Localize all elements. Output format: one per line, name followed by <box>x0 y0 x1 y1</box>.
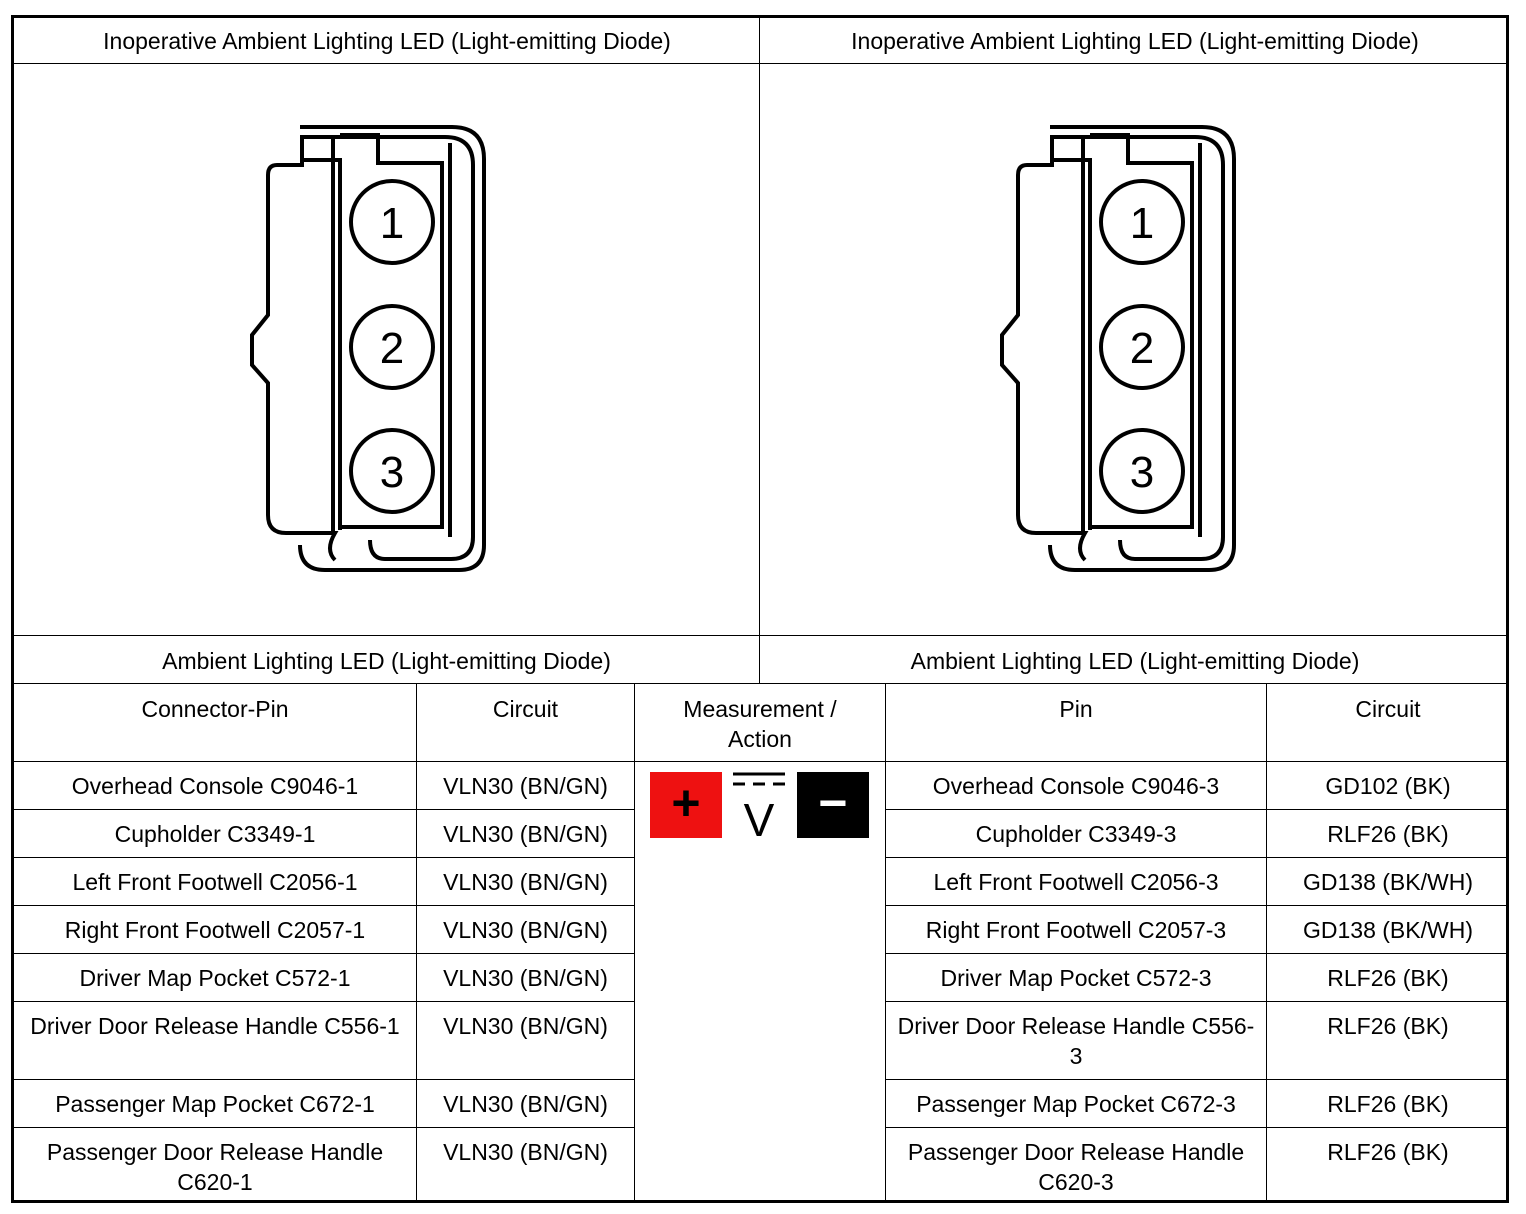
volt-icon: V <box>743 794 775 842</box>
left-circuit: VLN30 (BN/GN) <box>443 1091 608 1117</box>
right-circuit: GD102 (BK) <box>1325 773 1451 799</box>
top-header-left: Inoperative Ambient Lighting LED (Light-emitting Diode) <box>103 28 671 54</box>
right-circuit: RLF26 (BK) <box>1327 965 1449 991</box>
left-connector-pin: Left Front Footwell C2056-1 <box>72 869 358 895</box>
col-header-circuit: Circuit <box>1355 696 1421 722</box>
left-connector-pin: Driver Map Pocket C572-1 <box>79 965 351 991</box>
right-pin: Right Front Footwell C2057-3 <box>925 917 1227 943</box>
right-pin: Driver Map Pocket C572-3 <box>940 965 1212 991</box>
pin-label: 1 <box>1129 199 1155 248</box>
divider <box>14 1127 634 1128</box>
pin-label: 3 <box>379 448 405 497</box>
divider <box>885 1079 1509 1080</box>
left-connector-pin: Driver Door Release Handle C556-1 <box>30 1013 400 1039</box>
right-circuit: RLF26 (BK) <box>1327 1013 1449 1039</box>
left-connector-pin: Right Front Footwell C2057-1 <box>64 917 366 943</box>
divider <box>14 809 634 810</box>
divider <box>14 857 634 858</box>
left-circuit: VLN30 (BN/GN) <box>443 821 608 847</box>
col-header-circuit: Circuit <box>492 696 559 722</box>
divider <box>885 857 1509 858</box>
right-pin: Cupholder C3349-3 <box>975 821 1177 847</box>
plus-icon: + <box>671 775 701 831</box>
divider <box>14 635 1509 636</box>
divider <box>885 1001 1509 1002</box>
divider <box>14 1079 634 1080</box>
section-header-right: Ambient Lighting LED (Light-emitting Diode) <box>910 648 1360 674</box>
pin-label: 2 <box>1129 324 1155 373</box>
divider <box>634 761 885 762</box>
section-header-left: Ambient Lighting LED (Light-emitting Diode) <box>162 648 611 674</box>
right-pin: Passenger Map Pocket C672-3 <box>916 1091 1236 1117</box>
right-circuit: GD138 (BK/WH) <box>1303 869 1473 895</box>
divider <box>885 905 1509 906</box>
left-circuit: VLN30 (BN/GN) <box>443 869 608 895</box>
col-header-measurement: Measurement / Action <box>683 696 837 752</box>
right-circuit: RLF26 (BK) <box>1327 821 1449 847</box>
divider <box>885 809 1509 810</box>
col-header-pin: Pin <box>1059 696 1093 722</box>
right-pin: Overhead Console C9046-3 <box>932 773 1220 799</box>
divider <box>885 761 1509 762</box>
divider <box>14 761 634 762</box>
left-connector-pin: Passenger Map Pocket C672-1 <box>55 1091 375 1117</box>
right-pin: Left Front Footwell C2056-3 <box>933 869 1219 895</box>
left-circuit: VLN30 (BN/GN) <box>443 1139 608 1165</box>
divider <box>14 63 1509 64</box>
divider <box>759 17 760 684</box>
connector-diagram-right <box>990 115 1250 585</box>
divider <box>14 953 634 954</box>
voltmeter-symbol <box>649 770 873 842</box>
col-header-connector-pin: Connector-Pin <box>141 696 289 722</box>
divider <box>14 905 634 906</box>
left-circuit: VLN30 (BN/GN) <box>443 773 608 799</box>
divider <box>14 683 1509 684</box>
pin-label: 2 <box>379 324 405 373</box>
left-connector-pin: Cupholder C3349-1 <box>114 821 316 847</box>
divider <box>885 1127 1509 1128</box>
right-pin: Driver Door Release Handle C556-3 <box>897 1013 1255 1069</box>
left-circuit: VLN30 (BN/GN) <box>443 965 608 991</box>
right-circuit: GD138 (BK/WH) <box>1303 917 1473 943</box>
right-circuit: RLF26 (BK) <box>1327 1139 1449 1165</box>
right-circuit: RLF26 (BK) <box>1327 1091 1449 1117</box>
top-header-right: Inoperative Ambient Lighting LED (Light-emitting Diode) <box>851 28 1419 54</box>
pin-label: 3 <box>1129 448 1155 497</box>
divider <box>14 1001 634 1002</box>
left-connector-pin: Overhead Console C9046-1 <box>71 773 359 799</box>
left-circuit: VLN30 (BN/GN) <box>443 917 608 943</box>
left-connector-pin: Passenger Door Release Handle C620-1 <box>46 1139 384 1195</box>
divider <box>885 953 1509 954</box>
pin-label: 1 <box>379 199 405 248</box>
connector-diagram-left <box>240 115 500 585</box>
left-circuit: VLN30 (BN/GN) <box>443 1013 608 1039</box>
minus-icon: − <box>818 775 848 831</box>
right-pin: Passenger Door Release Handle C620-3 <box>907 1139 1245 1195</box>
